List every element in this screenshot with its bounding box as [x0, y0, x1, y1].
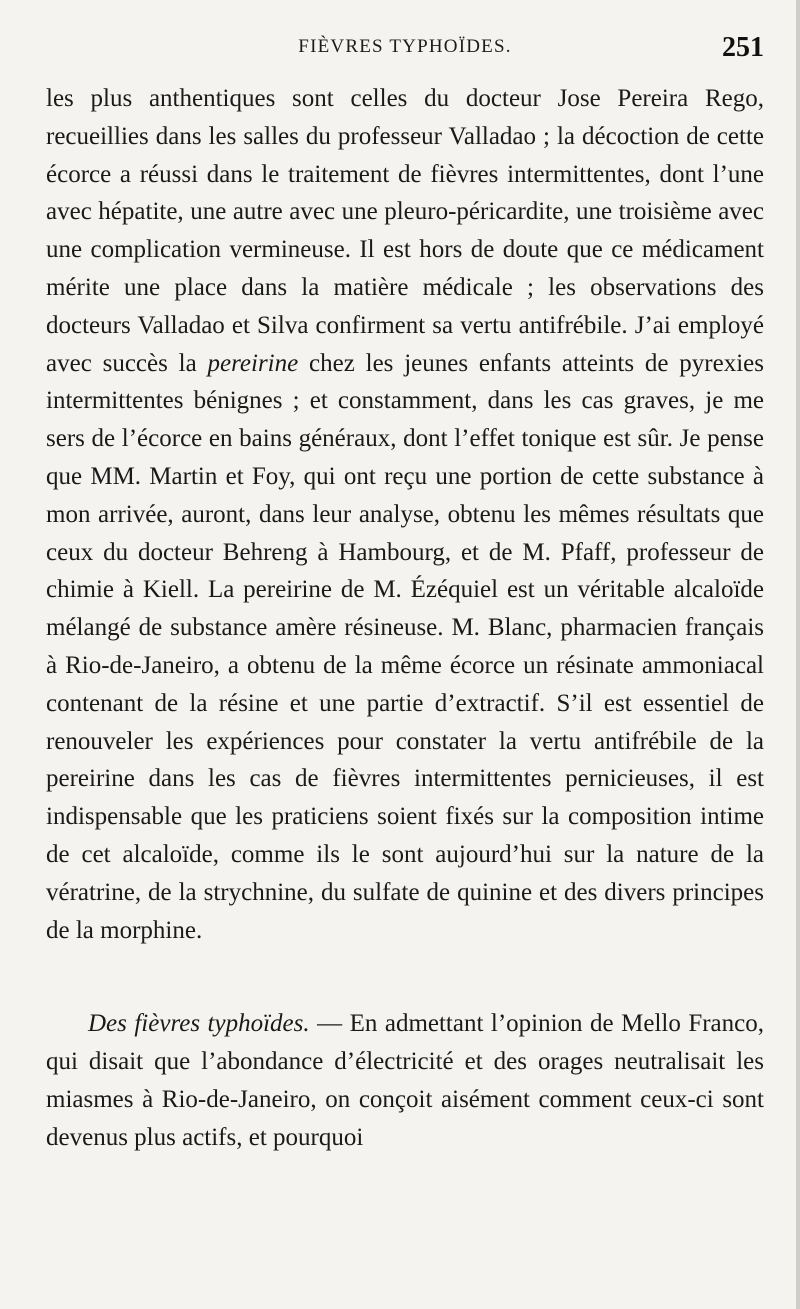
paragraph-text-before: les plus anthentiques sont celles du docteur Jose Pereira Rego, recueillies dans les salles du professeur Valladao ; la décoction de cette écorce a réussi dans le traitement de fièvres intermittentes, dont l’une avec hépatite, une autre avec une pleuro-péricardite, une troisième avec une complication vermineuse. Il est hors de doute que ce médicament mérite une place dans la matière médicale ; les observations des docteurs Valladao et Silva confirment sa vertu antifrébile. J’ai employé avec succès la: [46, 85, 764, 377]
paragraph-typhoid: [46, 1005, 764, 1156]
body-text: [46, 80, 764, 1157]
running-head: FIÈVRES TYPHOÏDES.: [298, 36, 512, 57]
paragraph-text: — En admettant l’opinion de Mello Franco, qui disait que l’abondance d’électricité et des orages neutralisait les miasmes à Rio-de-Janeiro, on conçoit aisément comment ceux-ci sont devenus plus actifs, et pourquoi: [46, 1010, 764, 1151]
paragraph-pereirine: [46, 80, 764, 949]
page-edge: [796, 0, 800, 1309]
section-heading: Des fièvres typhoïdes.: [88, 1010, 310, 1038]
paragraph-text-after: chez les jeunes enfants atteints de pyrexies intermittentes bénignes ; et constamment, dans les cas graves, je me sers de l’écorce en bains généraux, dont l’effet tonique est sûr. Je pense que MM. Martin et Foy, qui ont reçu une portion de cette substance à mon arrivée, auront, dans leur analyse, obtenu les mêmes résultats que ceux du docteur Behreng à Hambourg, et de M. Pfaff, professeur de chimie à Kiell. La pereirine de M. Ézéquiel est un véritable alcaloïde mélangé de substance amère résineuse. M. Blanc, pharmacien français à Rio-de-Janeiro, a obtenu de la même écorce un résinate ammoniacal contenant de la résine et une partie d’extractif. S’il est essentiel de renouveler les expériences pour constater la vertu antifrébile de la pereirine dans les cas de fièvres intermittentes pernicieuses, il est indispensable que les praticiens soient fixés sur la composition intime de cet alcaloïde, comme ils le sont aujourd’hui sur la nature de la vératrine, de la strychnine, du sulfate de quinine et des divers principes de la morphine.: [46, 349, 765, 944]
italic-term: pereirine: [207, 349, 299, 377]
page-number: 251: [722, 32, 764, 63]
page-header: [46, 32, 764, 72]
